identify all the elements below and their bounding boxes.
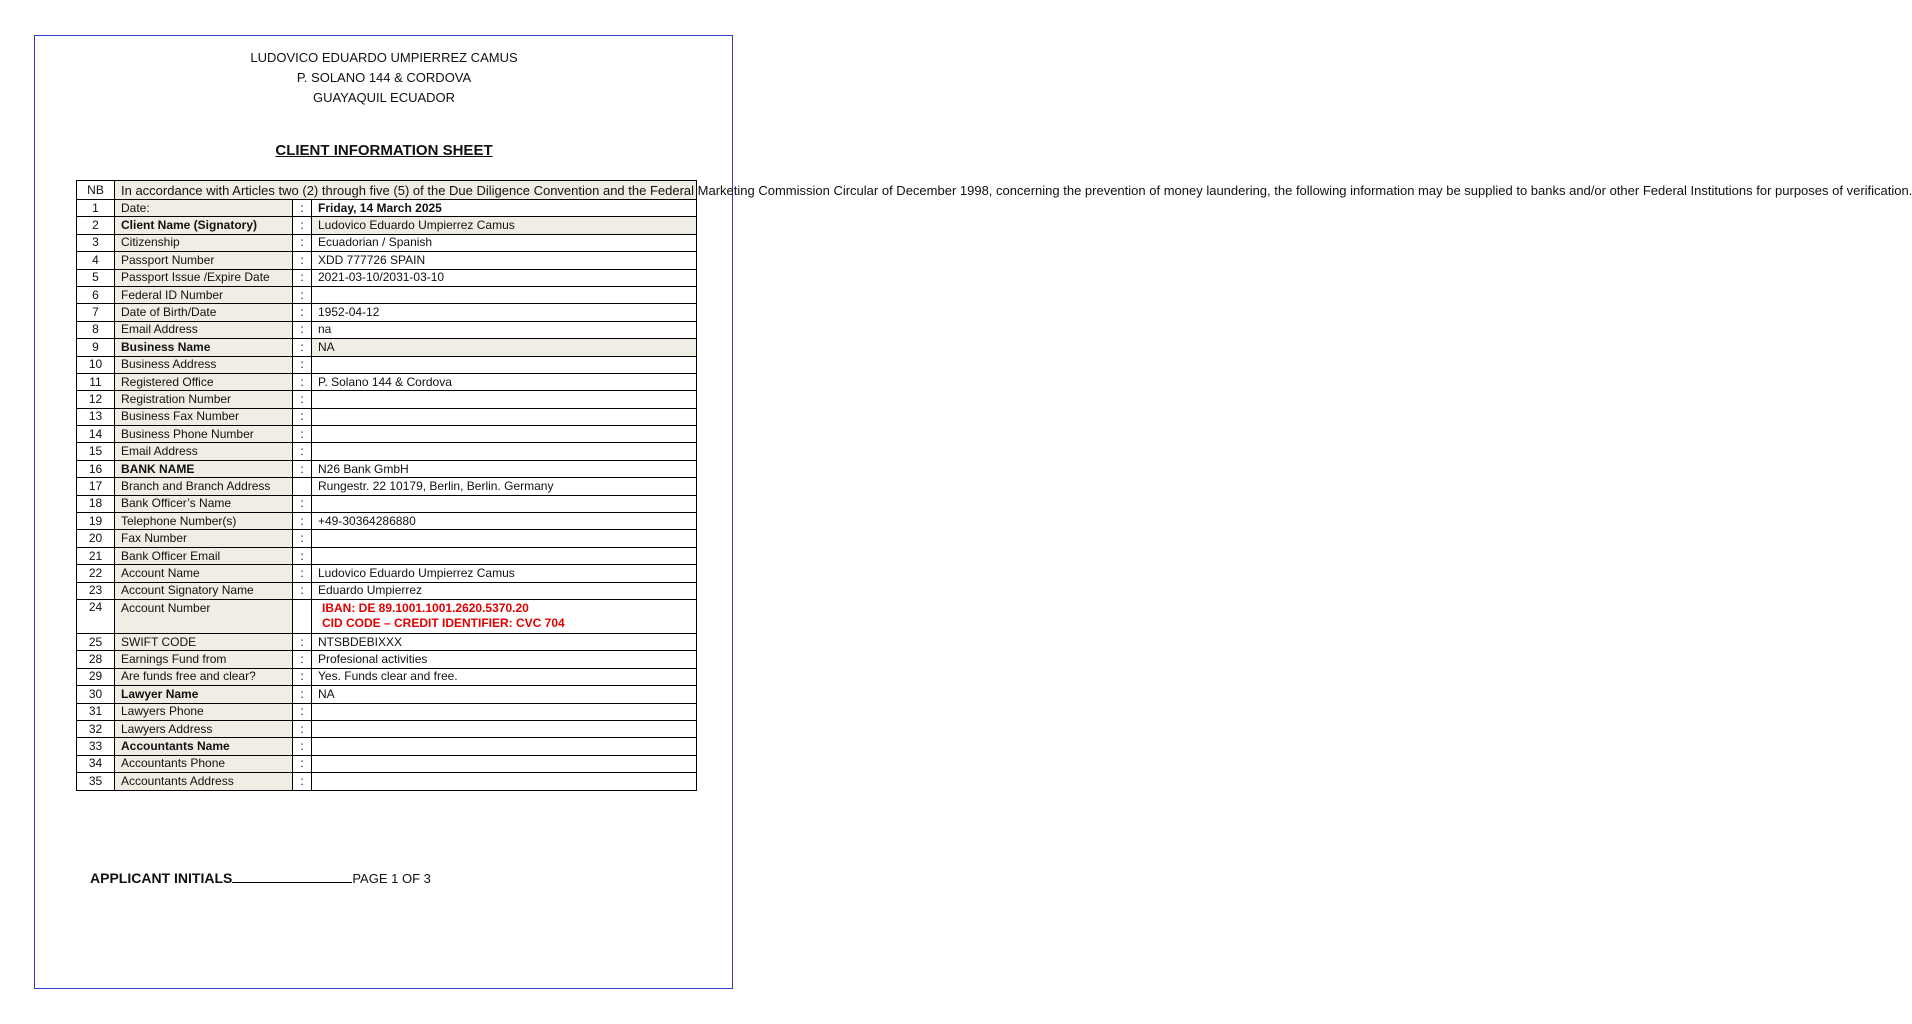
field-separator: :: [293, 565, 312, 582]
initials-signature-line[interactable]: [232, 869, 352, 883]
field-value: 1952-04-12: [312, 304, 697, 321]
field-label: Passport Number: [115, 252, 293, 269]
field-label: Date of Birth/Date: [115, 304, 293, 321]
field-label: Lawyer Name: [115, 686, 293, 703]
field-label: Business Fax Number: [115, 408, 293, 425]
field-value: Ludovico Eduardo Umpierrez Camus: [312, 565, 697, 582]
field-value: [312, 703, 697, 720]
row-number: 34: [77, 755, 115, 772]
client-name-heading: LUDOVICO EDUARDO UMPIERREZ CAMUS: [250, 50, 518, 65]
field-value: XDD 777726 SPAIN: [312, 252, 697, 269]
applicant-initials-label: APPLICANT INITIALS: [90, 870, 233, 886]
table-row: [77, 443, 697, 460]
row-number: 6: [77, 286, 115, 303]
row-number: 1: [77, 200, 115, 217]
field-label: Lawyers Phone: [115, 703, 293, 720]
table-row: [77, 478, 697, 495]
field-value: Ecuadorian / Spanish: [312, 234, 697, 251]
field-value: [312, 755, 697, 772]
account-number-line: IBAN: DE 89.1001.1001.2620.5370.20: [322, 600, 529, 615]
row-number: 2: [77, 217, 115, 234]
field-value: [312, 530, 697, 547]
field-separator: :: [293, 234, 312, 251]
row-number: 7: [77, 304, 115, 321]
field-label: Business Name: [115, 339, 293, 356]
field-value: Friday, 14 March 2025: [312, 200, 697, 217]
field-separator: :: [293, 408, 312, 425]
row-number: 5: [77, 269, 115, 286]
field-separator: :: [293, 269, 312, 286]
field-separator: :: [293, 633, 312, 650]
intro-row: [77, 181, 697, 200]
field-value: [312, 738, 697, 755]
field-value: NA: [312, 339, 697, 356]
table-row: [77, 269, 697, 286]
field-label: SWIFT CODE: [115, 633, 293, 650]
row-number: 22: [77, 565, 115, 582]
field-value: Yes. Funds clear and free.: [312, 668, 697, 685]
field-label: Earnings Fund from: [115, 651, 293, 668]
field-value: +49-30364286880: [312, 513, 697, 530]
field-value: na: [312, 321, 697, 338]
field-separator: :: [293, 321, 312, 338]
field-separator: :: [293, 720, 312, 737]
table-row: [77, 738, 697, 755]
row-number: 14: [77, 426, 115, 443]
row-number: 28: [77, 651, 115, 668]
field-separator: :: [293, 530, 312, 547]
table-row: [77, 582, 697, 599]
row-number: 3: [77, 234, 115, 251]
table-row: [77, 773, 697, 790]
field-value: [312, 391, 697, 408]
table-row: [77, 200, 697, 217]
footer: [90, 869, 431, 886]
field-label: Accountants Name: [115, 738, 293, 755]
field-value: Rungestr. 22 10179, Berlin, Berlin. Germany: [312, 478, 697, 495]
field-label: Accountants Phone: [115, 755, 293, 772]
field-separator: :: [293, 651, 312, 668]
row-number: 18: [77, 495, 115, 512]
field-label: Email Address: [115, 321, 293, 338]
field-label: Telephone Number(s): [115, 513, 293, 530]
field-label: Client Name (Signatory): [115, 217, 293, 234]
table-row: [77, 252, 697, 269]
field-separator: :: [293, 339, 312, 356]
field-label: Accountants Address: [115, 773, 293, 790]
letterhead: [0, 48, 768, 108]
table-row: [77, 304, 697, 321]
field-separator: [293, 599, 312, 633]
field-label: Account Signatory Name: [115, 582, 293, 599]
row-number: 33: [77, 738, 115, 755]
field-separator: :: [293, 547, 312, 564]
field-separator: :: [293, 373, 312, 390]
field-label: Bank Officer Email: [115, 547, 293, 564]
table-row: [77, 651, 697, 668]
field-separator: :: [293, 356, 312, 373]
field-separator: :: [293, 426, 312, 443]
field-separator: :: [293, 738, 312, 755]
field-value: [312, 426, 697, 443]
table-row: [77, 703, 697, 720]
intro-text: In accordance with Articles two (2) through five (5) of the Due Diligence Convention and the Federal Marketing Commission Circular of December 1998, concerning the prevention of money laundering, the following information may be supplied to banks and/or other Federal Institutions for purposes of verification.: [115, 181, 697, 200]
field-label: Registered Office: [115, 373, 293, 390]
field-label: Branch and Branch Address: [115, 478, 293, 495]
table-row: [77, 633, 697, 650]
table-row: [77, 565, 697, 582]
table-row: [77, 495, 697, 512]
table-row: [77, 426, 697, 443]
row-number: 9: [77, 339, 115, 356]
field-label: Date:: [115, 200, 293, 217]
row-number: 24: [77, 599, 115, 633]
table-row: [77, 547, 697, 564]
row-number: 23: [77, 582, 115, 599]
row-number: 21: [77, 547, 115, 564]
field-separator: :: [293, 252, 312, 269]
row-number: 15: [77, 443, 115, 460]
field-value: Eduardo Umpierrez: [312, 582, 697, 599]
table-row: [77, 286, 697, 303]
sheet-title: CLIENT INFORMATION SHEET: [275, 142, 493, 159]
row-number: 4: [77, 252, 115, 269]
field-label: Federal ID Number: [115, 286, 293, 303]
field-value: NA: [312, 686, 697, 703]
field-value: Ludovico Eduardo Umpierrez Camus: [312, 217, 697, 234]
page-number: PAGE 1 OF 3: [352, 871, 431, 886]
field-value: N26 Bank GmbH: [312, 460, 697, 477]
field-value: [312, 495, 697, 512]
table-row: [77, 408, 697, 425]
row-number: 12: [77, 391, 115, 408]
table-row: [77, 460, 697, 477]
field-separator: :: [293, 582, 312, 599]
table-row: [77, 373, 697, 390]
field-label: Account Name: [115, 565, 293, 582]
field-separator: :: [293, 443, 312, 460]
table-row: [77, 686, 697, 703]
field-label: Registration Number: [115, 391, 293, 408]
field-value: [312, 356, 697, 373]
row-number: 10: [77, 356, 115, 373]
field-separator: [293, 478, 312, 495]
field-label: Passport Issue /Expire Date: [115, 269, 293, 286]
nb-cell: NB: [77, 181, 115, 200]
table-row: [77, 720, 697, 737]
row-number: 19: [77, 513, 115, 530]
field-value: NTSBDEBIXXX: [312, 633, 697, 650]
field-label: Business Phone Number: [115, 426, 293, 443]
field-separator: :: [293, 460, 312, 477]
table-row: [77, 755, 697, 772]
field-separator: :: [293, 286, 312, 303]
table-row: [77, 234, 697, 251]
field-value: P. Solano 144 & Cordova: [312, 373, 697, 390]
field-separator: :: [293, 773, 312, 790]
field-separator: :: [293, 495, 312, 512]
table-row: [77, 217, 697, 234]
row-number: 30: [77, 686, 115, 703]
field-label: Account Number: [115, 599, 293, 633]
field-separator: :: [293, 304, 312, 321]
field-separator: :: [293, 755, 312, 772]
field-value: [312, 408, 697, 425]
row-number: 20: [77, 530, 115, 547]
field-separator: :: [293, 668, 312, 685]
field-label: BANK NAME: [115, 460, 293, 477]
row-number: 11: [77, 373, 115, 390]
city-line: GUAYAQUIL ECUADOR: [312, 90, 456, 105]
field-value: [312, 547, 697, 564]
field-separator: :: [293, 217, 312, 234]
field-label: Email Address: [115, 443, 293, 460]
table-row: [77, 530, 697, 547]
row-number: 35: [77, 773, 115, 790]
field-value: [312, 286, 697, 303]
client-info-table: [76, 180, 1912, 791]
table-row: [77, 339, 697, 356]
account-number-line: CID CODE – CREDIT IDENTIFIER: CVC 704: [322, 615, 565, 630]
row-number: 8: [77, 321, 115, 338]
row-number: 17: [77, 478, 115, 495]
field-label: Are funds free and clear?: [115, 668, 293, 685]
table-row: [77, 599, 697, 633]
row-number: 13: [77, 408, 115, 425]
field-value: [312, 443, 697, 460]
table-row: [77, 513, 697, 530]
field-separator: :: [293, 513, 312, 530]
field-label: Fax Number: [115, 530, 293, 547]
table-row: [77, 668, 697, 685]
field-label: Citizenship: [115, 234, 293, 251]
field-value: [312, 720, 697, 737]
row-number: 25: [77, 633, 115, 650]
table-row: [77, 356, 697, 373]
field-value: [312, 773, 697, 790]
row-number: 31: [77, 703, 115, 720]
field-separator: :: [293, 391, 312, 408]
address-line: P. SOLANO 144 & CORDOVA: [296, 70, 472, 85]
field-label: Bank Officer’s Name: [115, 495, 293, 512]
field-label: Business Address: [115, 356, 293, 373]
field-separator: :: [293, 200, 312, 217]
table-row: [77, 391, 697, 408]
row-number: 29: [77, 668, 115, 685]
row-number: 16: [77, 460, 115, 477]
field-separator: :: [293, 686, 312, 703]
field-label: Lawyers Address: [115, 720, 293, 737]
table-row: [77, 321, 697, 338]
field-value: [312, 599, 697, 633]
row-number: 32: [77, 720, 115, 737]
field-value: 2021-03-10/2031-03-10: [312, 269, 697, 286]
field-separator: :: [293, 703, 312, 720]
field-value: Profesional activities: [312, 651, 697, 668]
